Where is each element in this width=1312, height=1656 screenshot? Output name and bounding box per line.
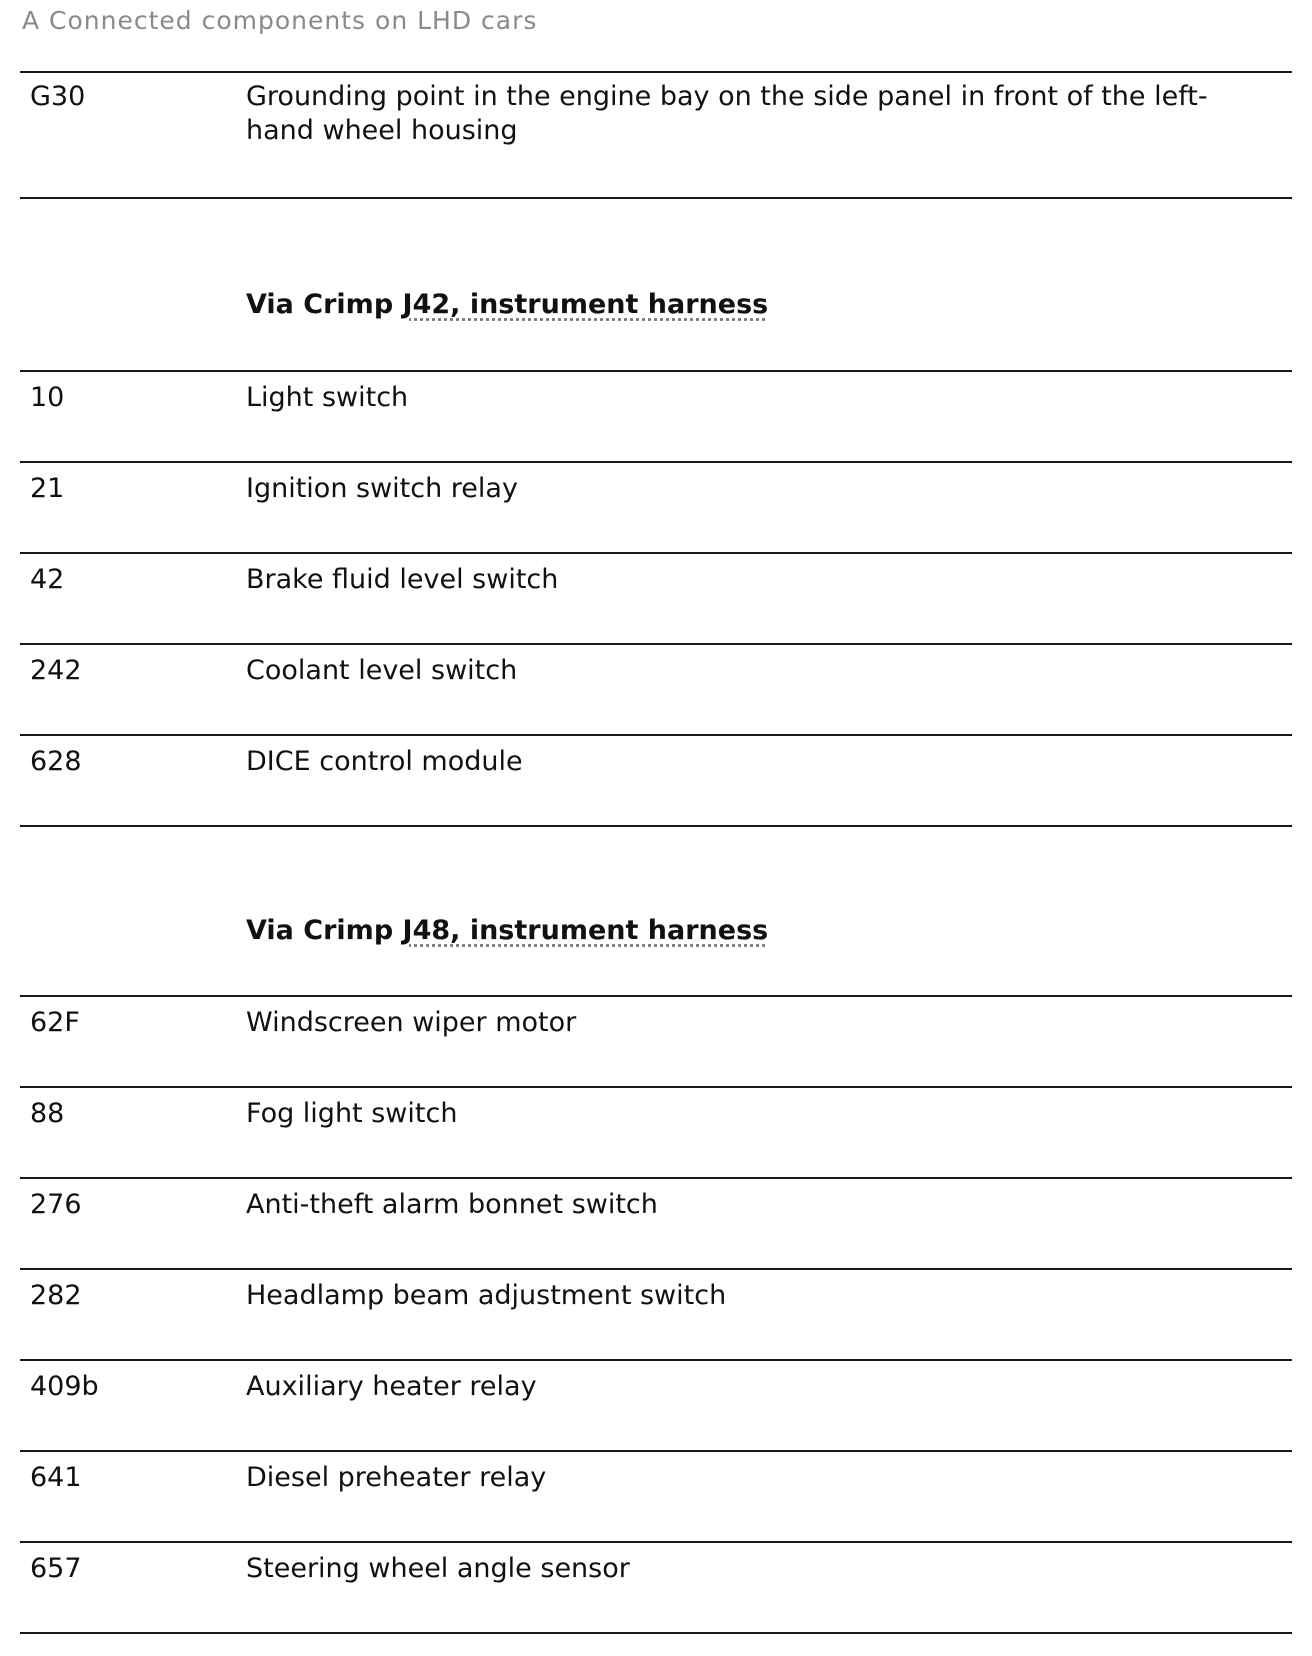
- component-description: Light switch: [246, 382, 409, 413]
- section-title-j42: Via Crimp J42, instrument harness: [246, 289, 769, 320]
- component-code: 242: [30, 655, 82, 686]
- component-code: 657: [30, 1553, 82, 1584]
- component-code: 276: [30, 1189, 82, 1220]
- component-description: Ignition switch relay: [246, 473, 518, 504]
- divider: [20, 71, 1292, 73]
- component-description: Fog light switch: [246, 1098, 458, 1129]
- divider: [20, 1359, 1292, 1361]
- component-code: 641: [30, 1462, 82, 1493]
- component-description: Coolant level switch: [246, 655, 518, 686]
- component-code: 88: [30, 1098, 65, 1129]
- component-description: Grounding point in the engine bay on the side panel in front of the left-hand wheel housing: [246, 81, 1208, 146]
- divider: [20, 197, 1292, 199]
- divider: [20, 1541, 1292, 1543]
- divider: [20, 643, 1292, 645]
- divider: [20, 1086, 1292, 1088]
- section-title-j48: Via Crimp J48, instrument harness: [246, 915, 769, 946]
- component-description: Brake fluid level switch: [246, 564, 559, 595]
- component-code: 628: [30, 746, 82, 777]
- page-header: A Connected components on LHD cars: [22, 6, 538, 35]
- component-code: 62F: [30, 1007, 80, 1038]
- component-description: Anti-theft alarm bonnet switch: [246, 1189, 658, 1220]
- divider: [20, 1268, 1292, 1270]
- component-code: 409b: [30, 1371, 99, 1402]
- component-code: G30: [30, 81, 86, 112]
- divider: [20, 995, 1292, 997]
- divider: [20, 552, 1292, 554]
- component-description: Headlamp beam adjustment switch: [246, 1280, 727, 1311]
- divider: [20, 461, 1292, 463]
- divider: [20, 1177, 1292, 1179]
- component-description: Diesel preheater relay: [246, 1462, 547, 1493]
- divider: [20, 370, 1292, 372]
- component-description: Steering wheel angle sensor: [246, 1553, 630, 1584]
- component-code: 42: [30, 564, 65, 595]
- component-description: Windscreen wiper motor: [246, 1007, 577, 1038]
- divider: [20, 1450, 1292, 1452]
- component-description: DICE control module: [246, 746, 523, 777]
- component-code: 10: [30, 382, 65, 413]
- component-code: 21: [30, 473, 65, 504]
- divider: [20, 1632, 1292, 1634]
- component-description: Auxiliary heater relay: [246, 1371, 537, 1402]
- divider: [20, 734, 1292, 736]
- component-code: 282: [30, 1280, 82, 1311]
- divider: [20, 825, 1292, 827]
